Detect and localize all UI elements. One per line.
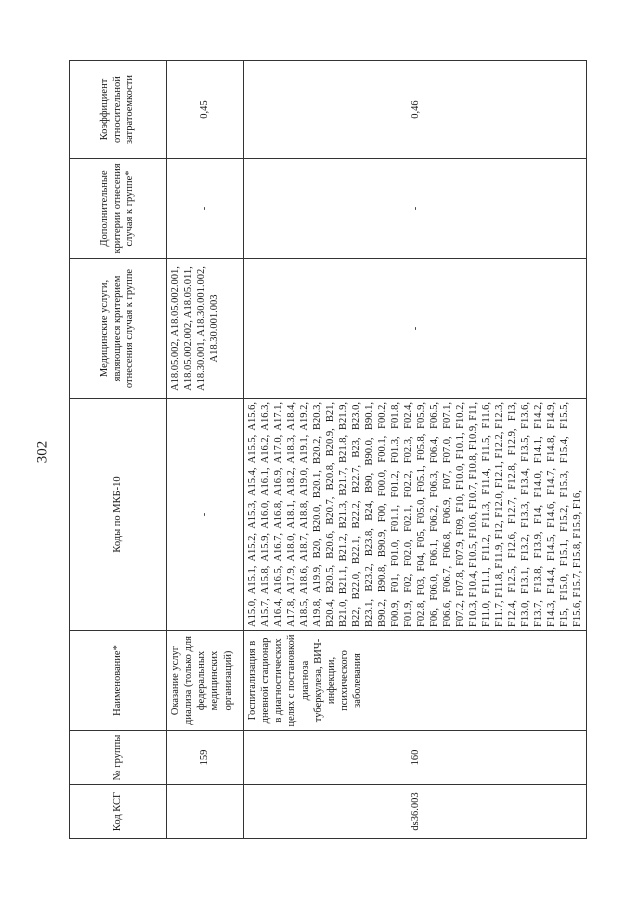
cell-name: Оказание услуг диализа (только для федеральных медицинских организаций) [167, 631, 244, 731]
cell-icd-codes: A15.0, A15.1, A15.2, A15.3, A15.4, A15.5, A15.6, A15.7, A15.8, A15.9, A16.0, A16.1, A16.2, A16.3, A16.4, A16.5, A16.7, A16.8, A16.9, A17.0, A17.1, A17.8, A17.9, A18.0, A18.1, A18.2, A18.3, A18.4, A18.5, A18.6, A18.7, A18.8, A19.0, A19.1, A19.2, A19.8, A19.9, B20, B20.0, B20.1, B20.2, B20.3, B20.4, B20.5, B20.6, B20.7, B20.8, B20.9, B21, B21.0, B21.1, B21.2, B21.3, B21.7, B21.8, B21.9, B22, B22.0, B22.1, B22.2, B22.7, B23, B23.0, B23.1, B23.2, B23.8, B24, B90, B90.0, B90.1, B90.2, B90.8, B90.9, F00, F00.0, F00.1, F00.2, F00.9, F01, F01.0, F01.1, F01.2, F01.3, F01.8, F01.9, F02, F02.0, F02.1, F02.2, F02.3, F02.4, F02.8, F03, F04, F05, F05.0, F05.1, F05.8, F05.9, F06, F06.0, F06.1, F06.2, F06.3, F06.4, F06.5, F06.6, F06.7, F06.8, F06.9, F07, F07.0, F07.1, F07.2, F07.8, F07.9, F09, F10, F10.0, F10.1, F10.2, F10.3, F10.4, F10.5, F10.6, F10.7, F10.8, F10.9, F11, F11.0, F11.1, F11.2, F11.3, F11.4, F11.5, F11.6, F11.7, F11.8, F11.9, F12, F12.0, F12.1, F12.2, F12.3, F12.4, F12.5, F12.6, F12.7, F12.8, F12.9, F13, F13.0, F13.1, F13.2, F13.3, F13.4, F13.5, F13.6, F13.7, F13.8, F13.9, F14, F14.0, F14.1, F14.2, F14.3, F14.4, F14.5, F14.6, F14.7, F14.8, F14.9, F15, F15.0, F15.1, F15.2, F15.3, F15.4, F15.5, F15.6, F15.7, F15.8, F15.9, F16, [244, 399, 587, 631]
table-header-row [70, 61, 167, 839]
header-ksg-code: Код КСГ [70, 785, 167, 839]
cell-icd-codes: - [167, 399, 244, 631]
cell-extra-criteria: - [244, 159, 587, 259]
page-number: 302 [34, 440, 51, 464]
header-group-number: № группы [70, 731, 167, 785]
cell-coefficient: 0,45 [167, 61, 244, 159]
header-medical-services: Медицинские услуги, являющиеся критерием отнесения случая к группе [70, 259, 167, 399]
table-row [244, 61, 587, 839]
cell-group-number: 159 [167, 731, 244, 785]
cell-medical-services: - [244, 259, 587, 399]
cell-coefficient: 0,46 [244, 61, 587, 159]
header-coefficient: Коэффициент относительной затратоемкости [70, 61, 167, 159]
cell-group-number: 160 [244, 731, 587, 785]
cell-medical-services: A18.05.002, A18.05.002.001, A18.05.002.002, A18.05.011, A18.30.001, A18.30.001.002, A18.30.001.003 [167, 259, 244, 399]
cell-extra-criteria: - [167, 159, 244, 259]
header-extra-criteria: Дополнительные критерии отнесения случая к группе* [70, 159, 167, 259]
rotated-table-container [69, 61, 584, 839]
cell-ksg-code: ds36.003 [244, 785, 587, 839]
cell-name: Госпитализация в дневной стационар в диагностических целях с постановкой диагноза туберкулеза, ВИЧ-инфекции, психического заболевания [244, 631, 587, 731]
cell-ksg-code [167, 785, 244, 839]
ksg-table [69, 60, 587, 839]
table-row [167, 61, 244, 839]
header-name: Наименование* [70, 631, 167, 731]
header-icd-codes: Коды по МКБ-10 [70, 399, 167, 631]
